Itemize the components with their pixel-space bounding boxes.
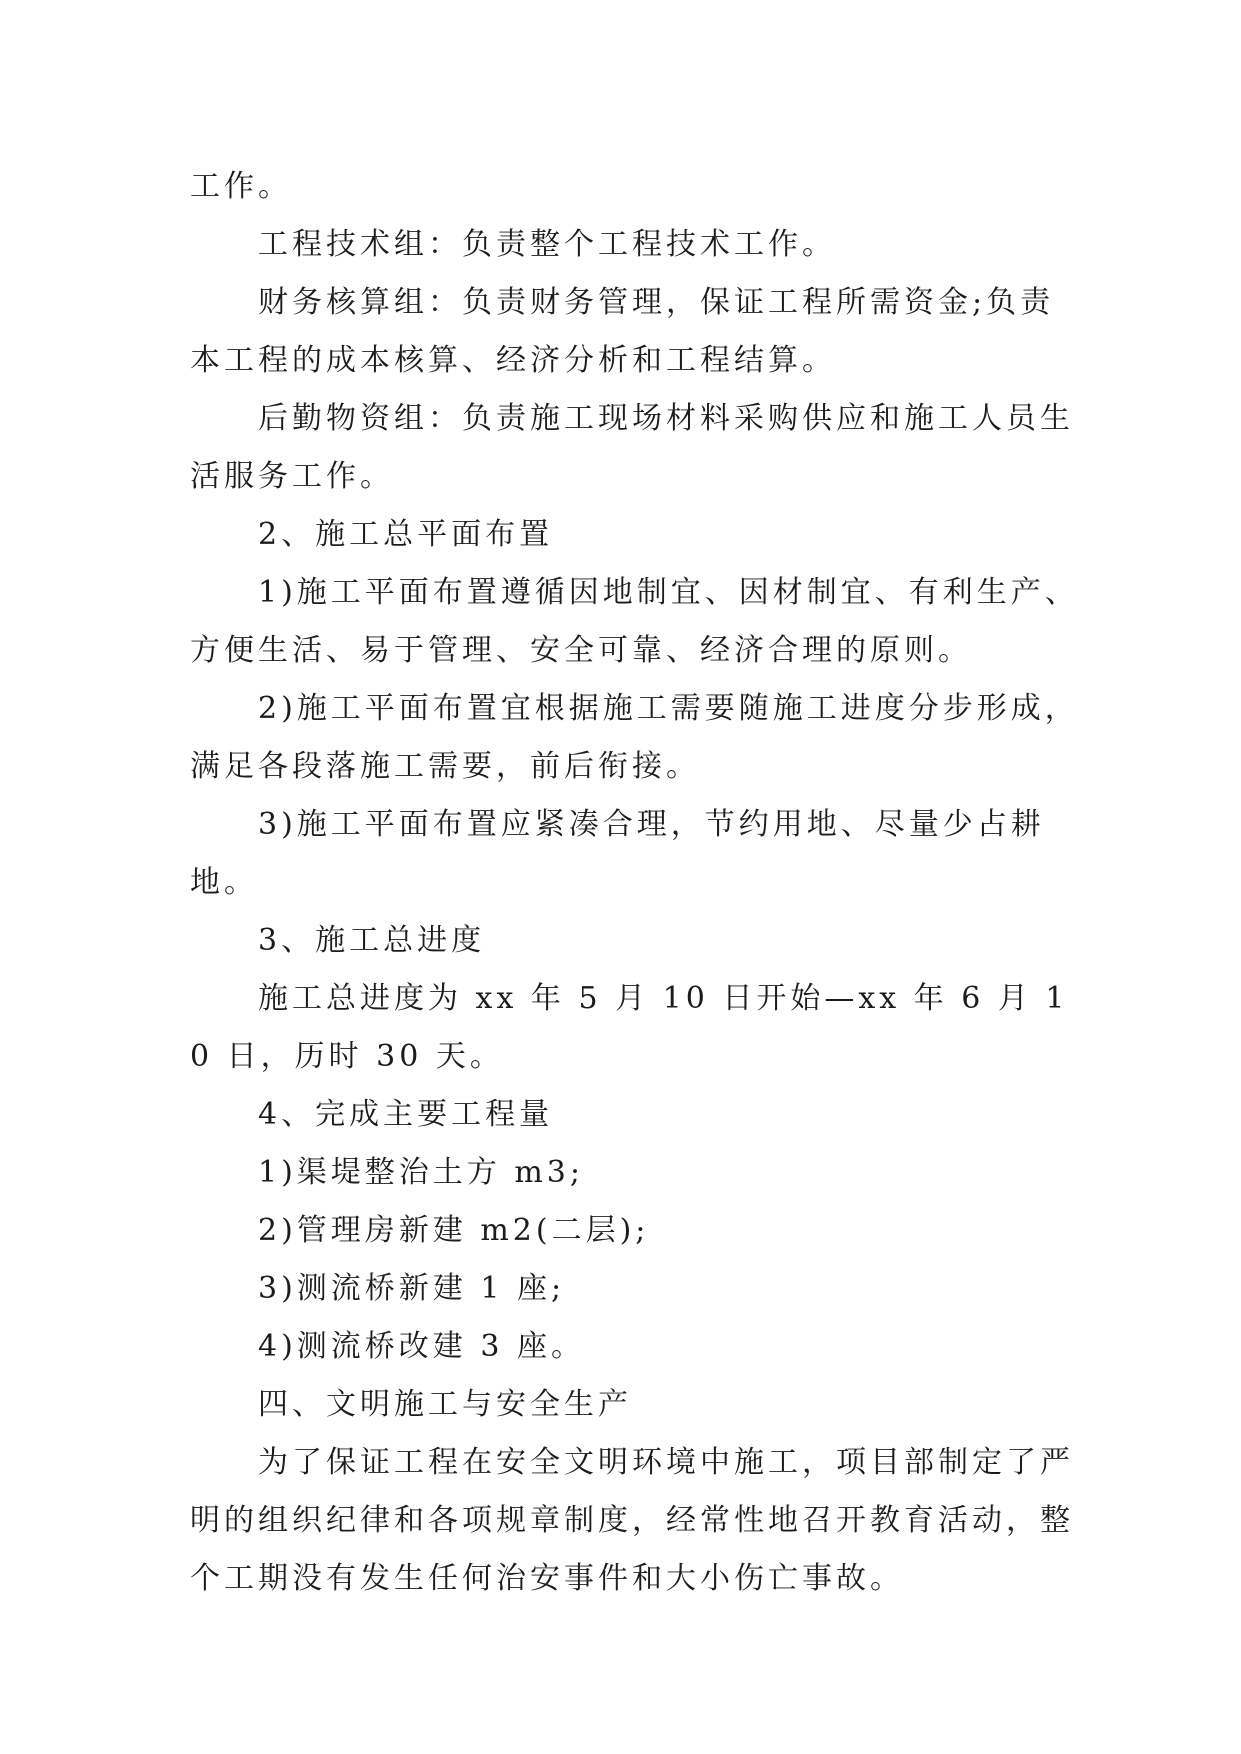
paragraph-engineering-tech-group: 工程技术组：负责整个工程技术工作。: [258, 227, 836, 262]
heading-site-layout: 2、施工总平面布置: [258, 517, 554, 552]
paragraph-logistics-group: 后勤物资组：负责施工现场材料采购供应和施工人员生活服务工作。: [190, 401, 1074, 494]
list-item-rebuilt-bridges: 4)测流桥改建 3 座。: [258, 1329, 585, 1364]
list-item-new-bridge: 3)测流桥新建 1 座;: [258, 1271, 566, 1306]
list-item-management-building: 2)管理房新建 m2(二层);: [258, 1213, 650, 1248]
paragraph-safety-summary: 为了保证工程在安全文明环境中施工，项目部制定了严明的组织纪律和各项规章制度，经常性地召开教育活动，整个工期没有发生任何治安事件和大小伤亡事故。: [190, 1445, 1074, 1596]
paragraph-layout-principle-3: 3)施工平面布置应紧凑合理，节约用地、尽量少占耕地。: [190, 807, 1045, 900]
paragraph-finance-group: 财务核算组：负责财务管理，保证工程所需资金;负责本工程的成本核算、经济分析和工程结算。: [190, 285, 1055, 378]
paragraph-schedule: 施工总进度为 xx 年 5 月 10 日开始—xx 年 6 月 10 日，历时 30 天。: [190, 981, 1069, 1074]
list-item-earthwork: 1)渠堤整治土方 m3;: [258, 1155, 584, 1190]
heading-schedule: 3、施工总进度: [258, 923, 486, 958]
paragraph-layout-principle-2: 2)施工平面布置宜根据施工需要随施工进度分步形成，满足各段落施工需要，前后衔接。: [190, 691, 1079, 784]
paragraph-work-continued: 工作。: [190, 169, 292, 204]
paragraph-layout-principle-1: 1)施工平面布置遵循因地制宜、因材制宜、有利生产、方便生活、易于管理、安全可靠、经济合理的原则。: [190, 575, 1079, 668]
heading-civilized-safety: 四、文明施工与安全生产: [258, 1387, 632, 1422]
heading-main-quantities: 4、完成主要工程量: [258, 1097, 554, 1132]
document-body: [190, 158, 1085, 1608]
